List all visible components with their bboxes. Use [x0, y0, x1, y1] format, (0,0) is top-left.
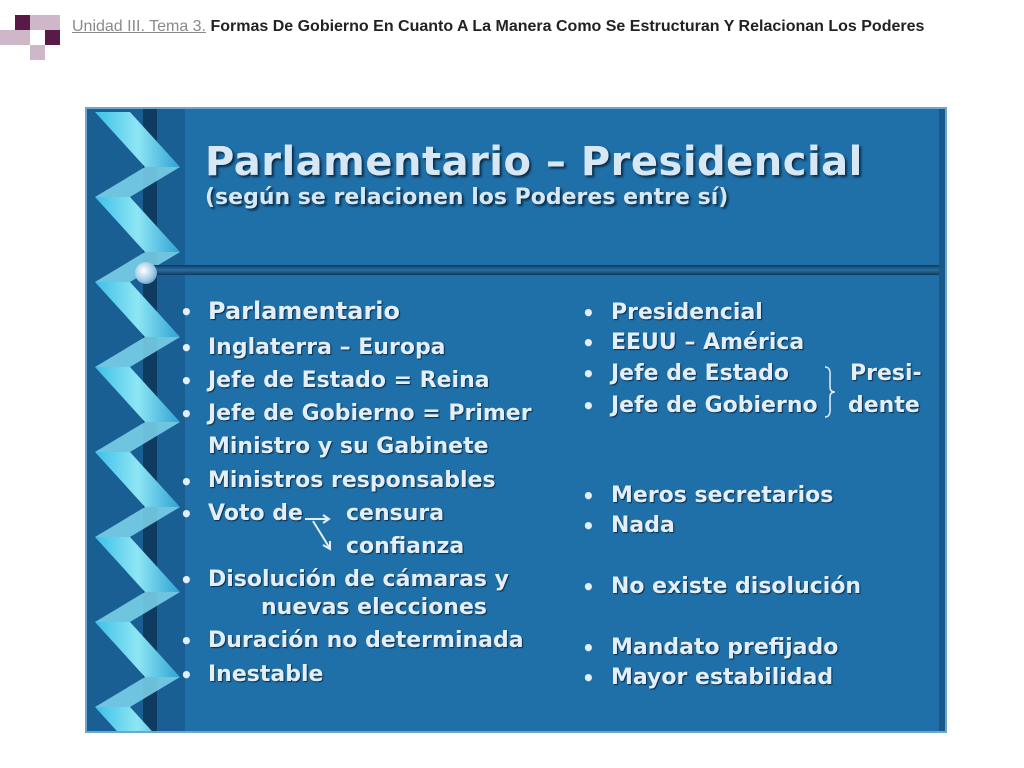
- bullet: •: [582, 331, 595, 355]
- item-dente: dente: [848, 393, 920, 418]
- item-jefe-gobierno-right: Jefe de Gobierno: [611, 393, 818, 418]
- divider-rule: [145, 265, 939, 275]
- bullet: •: [582, 575, 595, 599]
- item-duracion: Duración no determinada: [208, 628, 524, 653]
- bullet: •: [582, 636, 595, 660]
- brace: [823, 365, 837, 419]
- item-inglaterra: Inglaterra – Europa: [208, 335, 446, 360]
- bullet: •: [582, 301, 595, 325]
- bullet: •: [180, 629, 193, 653]
- slide-title: Parlamentario – Presidencial: [205, 139, 863, 185]
- item-voto-de: Voto de: [208, 501, 303, 526]
- item-estabilidad: Mayor estabilidad: [611, 665, 834, 690]
- item-nuevas-elecciones: nuevas elecciones: [261, 595, 487, 620]
- header-prefix: Unidad III. Tema 3.: [72, 18, 206, 35]
- item-ministros: Ministros responsables: [208, 468, 496, 493]
- slide-image: [85, 107, 947, 733]
- item-presi: Presi-: [850, 361, 922, 386]
- bullet: •: [582, 666, 595, 690]
- bullet: •: [180, 369, 193, 393]
- slide-subtitle: (según se relacionen los Poderes entre sí): [205, 185, 729, 210]
- rule-knob: [135, 262, 157, 284]
- item-mandato: Mandato prefijado: [611, 635, 839, 660]
- corner-square-4: [15, 30, 30, 45]
- corner-square-3: [0, 30, 15, 45]
- item-no-disolucion: No existe disolución: [611, 574, 862, 599]
- item-meros: Meros secretarios: [611, 483, 834, 508]
- item-disolucion: Disolución de cámaras y: [208, 567, 510, 592]
- item-jefe-gobierno-left: Jefe de Gobierno = Primer: [208, 401, 532, 426]
- item-nada: Nada: [611, 513, 675, 538]
- bullet: •: [180, 336, 193, 360]
- item-eeuu: EEUU – América: [611, 330, 805, 355]
- item-confianza: confianza: [346, 534, 465, 559]
- slide-header: [72, 18, 924, 36]
- bullet: •: [180, 502, 193, 526]
- bullet: •: [180, 568, 193, 592]
- item-parlamentario: Parlamentario: [208, 297, 400, 325]
- corner-square-2: [30, 15, 45, 30]
- bullet: •: [180, 300, 193, 324]
- slide-right-edge: [939, 107, 947, 733]
- corner-square-5: [45, 30, 60, 45]
- voto-arrows: [303, 511, 343, 556]
- item-jefe-estado-right: Jefe de Estado: [611, 361, 789, 386]
- bullet: •: [180, 402, 193, 426]
- corner-square-8: [45, 15, 60, 30]
- item-censura: censura: [346, 501, 445, 526]
- bullet: •: [180, 470, 193, 494]
- item-inestable: Inestable: [208, 662, 324, 687]
- bullet: •: [582, 514, 595, 538]
- twisted-ribbon-decoration: [85, 107, 185, 733]
- bullet: •: [582, 484, 595, 508]
- corner-square-1: [15, 15, 30, 30]
- bullet: •: [180, 663, 193, 687]
- item-ministro-gabinete: Ministro y su Gabinete: [208, 434, 489, 459]
- bullet: •: [582, 362, 595, 386]
- item-presidencial: Presidencial: [611, 300, 763, 325]
- header-title: Formas De Gobierno En Cuanto A La Manera Como Se Estructuran Y Relacionan Los Poderes: [210, 18, 925, 35]
- item-jefe-estado-left: Jefe de Estado = Reina: [208, 368, 490, 393]
- bullet: •: [582, 394, 595, 418]
